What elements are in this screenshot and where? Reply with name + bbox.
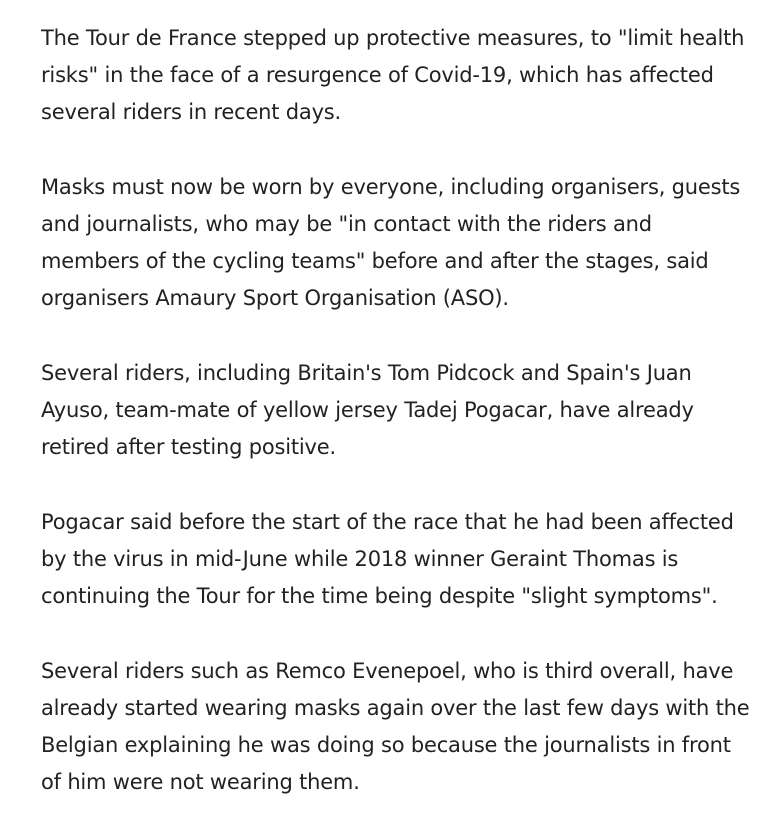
paragraph-1 <box>41 20 761 131</box>
paragraph-line: by the virus in mid-June while 2018 winner Geraint Thomas is <box>41 547 679 571</box>
paragraph-line: and journalists, who may be "in contact with the riders and <box>41 212 652 236</box>
paragraph-5 <box>41 653 761 801</box>
paragraph-line: Belgian explaining he was doing so because the journalists in front <box>41 733 731 757</box>
paragraph-line: Pogacar said before the start of the race that he had been affected <box>41 510 734 534</box>
article-body <box>41 20 761 839</box>
paragraph-line: already started wearing masks again over the last few days with the <box>41 696 750 720</box>
paragraph-2 <box>41 169 761 317</box>
paragraph-line: risks" in the face of a resurgence of Covid-19, which has affected <box>41 63 714 87</box>
paragraph-line: members of the cycling teams" before and after the stages, said <box>41 249 709 273</box>
paragraph-line: retired after testing positive. <box>41 435 336 459</box>
paragraph-line: Several riders such as Remco Evenepoel, who is third overall, have <box>41 659 734 683</box>
paragraph-line: organisers Amaury Sport Organisation (ASO). <box>41 286 509 310</box>
paragraph-line: continuing the Tour for the time being despite "slight symptoms". <box>41 584 718 608</box>
paragraph-line: Masks must now be worn by everyone, including organisers, guests <box>41 175 741 199</box>
paragraph-line: Ayuso, team-mate of yellow jersey Tadej Pogacar, have already <box>41 398 694 422</box>
paragraph-line: The Tour de France stepped up protective measures, to "limit health <box>41 26 745 50</box>
paragraph-line: several riders in recent days. <box>41 100 342 124</box>
paragraph-line: Several riders, including Britain's Tom Pidcock and Spain's Juan <box>41 361 692 385</box>
paragraph-3 <box>41 355 761 466</box>
paragraph-4 <box>41 504 761 615</box>
paragraph-line: of him were not wearing them. <box>41 770 360 794</box>
